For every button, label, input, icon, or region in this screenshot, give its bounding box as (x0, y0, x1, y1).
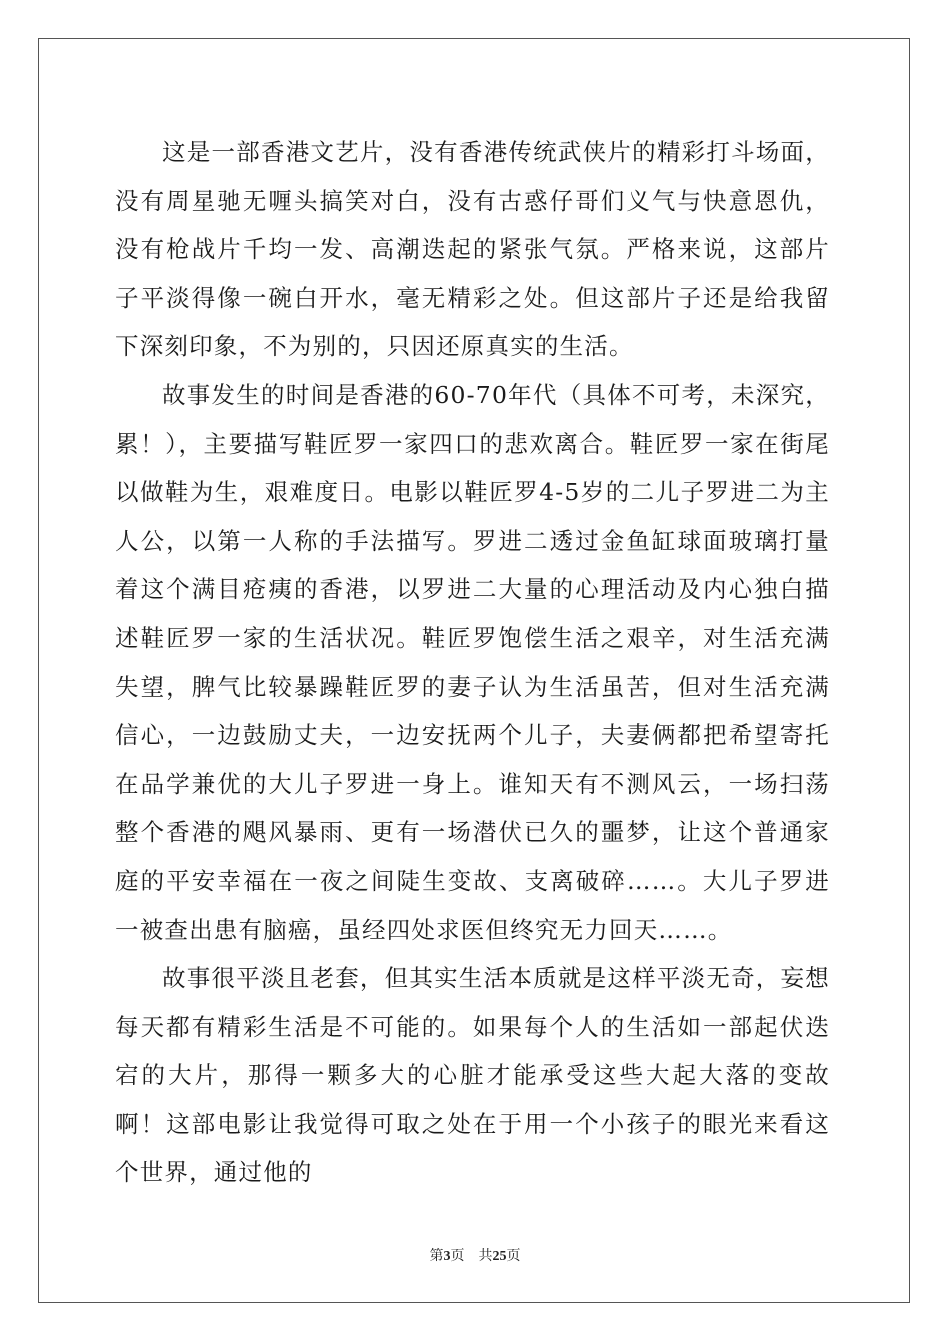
total-prefix: 共 (478, 1249, 493, 1264)
page-prefix: 第 (429, 1249, 444, 1264)
page-footer (0, 1245, 950, 1265)
paragraph-3: 故事很平淡且老套，但其实生活本质就是这样平淡无奇，妄想每天都有精彩生活是不可能的。如果每个人的生活如一部起伏迭宕的大片，那得一颗多大的心脏才能承受这些大起大落的变故啊！这部电影让我觉得可取之处在于用一个小孩子的眼光来看这个世界，通过他的 (115, 964, 830, 1187)
page-total: 25 (492, 1249, 507, 1264)
total-suffix: 页 (506, 1249, 521, 1264)
paragraph-2: 故事发生的时间是香港的60-70年代（具体不可考，未深究，累！），主要描写鞋匠罗一家四口的悲欢离合。鞋匠罗一家在街尾以做鞋为生，艰难度日。电影以鞋匠罗4-5岁的二儿子罗进二为主人公，以第一人称的手法描写。罗进二透过金鱼缸球面玻璃打量着这个满目疮痍的香港，以罗进二大量的心理活动及内心独白描述鞋匠罗一家的生活状况。鞋匠罗饱偿生活之艰辛，对生活充满失望，脾气比较暴躁鞋匠罗的妻子认为生活虽苦，但对生活充满信心，一边鼓励丈夫，一边安抚两个儿子，夫妻俩都把希望寄托在品学兼优的大儿子罗进一身上。谁知天有不测风云，一场扫荡整个香港的飓风暴雨、更有一场潜伏已久的噩梦，让这个普通家庭的平安幸福在一夜之间陡生变故、支离破碎……。大儿子罗进一被查出患有脑癌，虽经四处求医但终究无力回天……。 (115, 380, 830, 944)
page-suffix: 页 (450, 1249, 465, 1264)
page-current: 3 (443, 1249, 451, 1264)
document-body (115, 128, 830, 1197)
paragraph-1: 这是一部香港文艺片，没有香港传统武侠片的精彩打斗场面，没有周星驰无喱头搞笑对白，没有古惑仔哥们义气与快意恩仇，没有枪战片千均一发、高潮迭起的紧张气氛。严格来说，这部片子平淡得像一碗白开水，毫无精彩之处。但这部片子还是给我留下深刻印象，不为别的，只因还原真实的生活。 (115, 138, 830, 361)
